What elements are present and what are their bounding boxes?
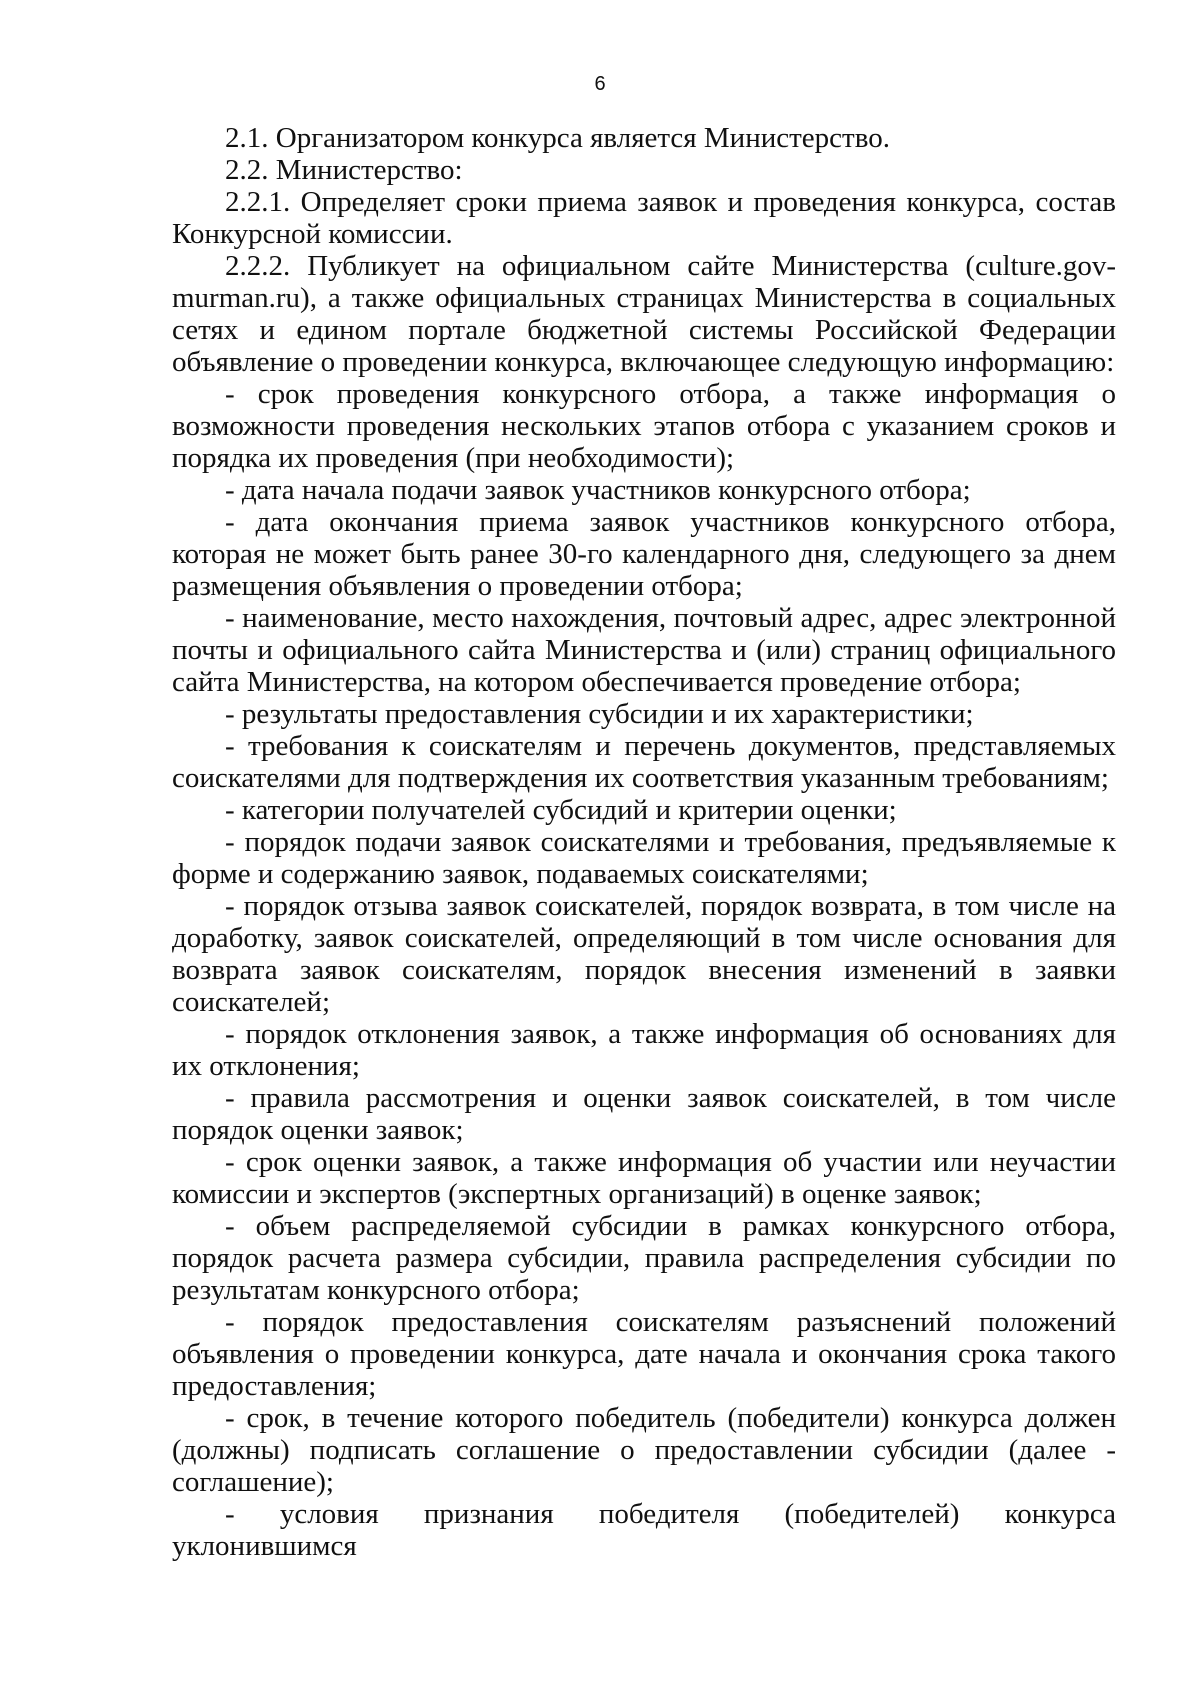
list-item: - объем распределяемой субсидии в рамках конкурсного отбора, порядок расчета размера субсидии, правила распределения субсидии по результатам конкурсного отбора; xyxy=(172,1210,1116,1306)
paragraph-2-1: 2.1. Организатором конкурса является Министерство. xyxy=(225,122,890,154)
list-item: - наименование, место нахождения, почтовый адрес, адрес электронной почты и официального сайта Министерства и (или) страниц официального сайта Министерства, на котором обеспечивается проведение отбора; xyxy=(172,602,1116,698)
list-item: - условия признания победителя (победителей) конкурса уклонившимся xyxy=(172,1498,1116,1562)
list-item: - категории получателей субсидий и критерии оценки; xyxy=(225,794,897,826)
paragraph-2-2-1: 2.2.1. Определяет сроки приема заявок и проведения конкурса, состав Конкурсной комиссии. xyxy=(172,186,1116,250)
list-item: - дата начала подачи заявок участников конкурсного отбора; xyxy=(225,474,971,506)
list-item: - результаты предоставления субсидии и их характеристики; xyxy=(225,698,974,730)
list-item: - срок проведения конкурсного отбора, а также информация о возможности проведения нескольких этапов отбора с указанием сроков и порядка их проведения (при необходимости); xyxy=(172,378,1116,474)
list-item: - срок оценки заявок, а также информация об участии или неучастии комиссии и экспертов (экспертных организаций) в оценке заявок; xyxy=(172,1146,1116,1210)
list-item: - требования к соискателям и перечень документов, представляемых соискателями для подтверждения их соответствия указанным требованиям; xyxy=(172,730,1116,794)
list-item: - порядок отзыва заявок соискателей, порядок возврата, в том числе на доработку, заявок соискателей, определяющий в том числе основания для возврата заявок соискателям, порядок внесения изменений в заявки соискателей; xyxy=(172,890,1116,1018)
document-body xyxy=(172,122,1116,1562)
list-item: - порядок предоставления соискателям разъяснений положений объявления о проведении конкурса, дате начала и окончания срока такого предоставления; xyxy=(172,1306,1116,1402)
paragraph-2-2: 2.2. Министерство: xyxy=(225,154,463,186)
list-item: - срок, в течение которого победитель (победители) конкурса должен (должны) подписать соглашение о предоставлении субсидии (далее - соглашение); xyxy=(172,1402,1116,1498)
list-item: - порядок подачи заявок соискателями и требования, предъявляемые к форме и содержанию заявок, подаваемых соискателями; xyxy=(172,826,1116,890)
page-number: 6 xyxy=(594,73,606,95)
list-item: - дата окончания приема заявок участников конкурсного отбора, которая не может быть ранее 30-го календарного дня, следующего за днем размещения объявления о проведении отбора; xyxy=(172,506,1116,602)
list-item: - правила рассмотрения и оценки заявок соискателей, в том числе порядок оценки заявок; xyxy=(172,1082,1116,1146)
list-item: - порядок отклонения заявок, а также информация об основаниях для их отклонения; xyxy=(172,1018,1116,1082)
paragraph-2-2-2: 2.2.2. Публикует на официальном сайте Министерства (culture.gov-murman.ru), а также официальных страницах Министерства в социальных сетях и едином портале бюджетной системы Российской Федерации объявление о проведении конкурса, включающее следующую информацию: xyxy=(172,250,1116,378)
